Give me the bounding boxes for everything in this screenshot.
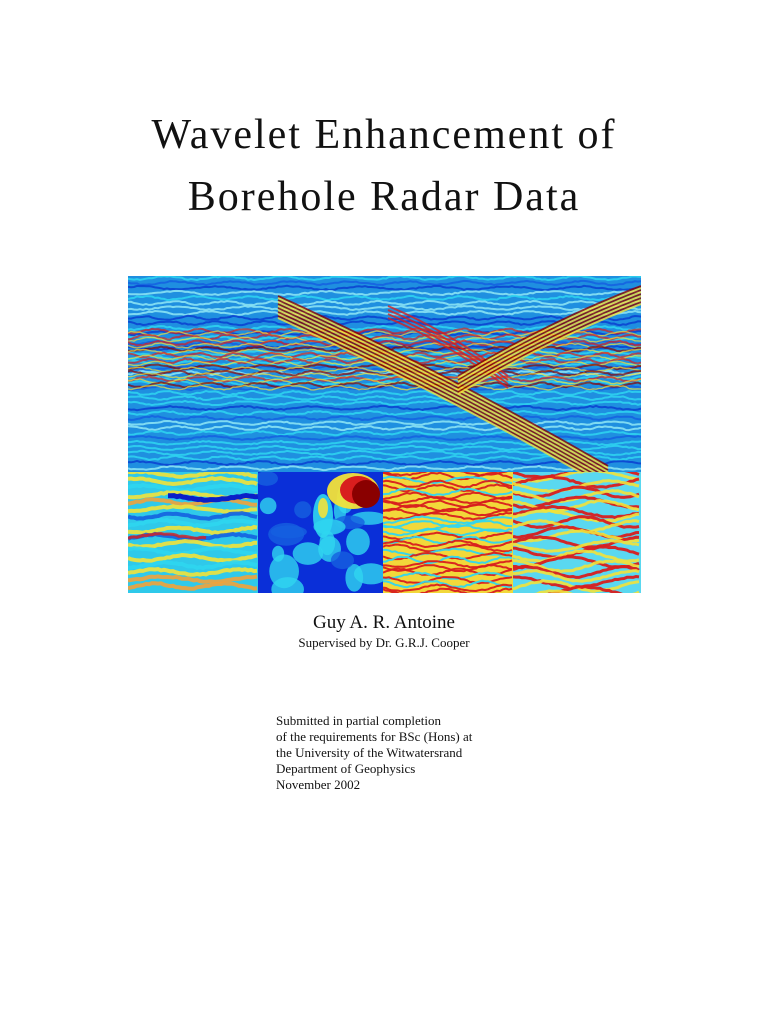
wavelet-panel-3 — [383, 469, 513, 593]
radargram-collage-image — [128, 276, 641, 593]
submission-line-4: Department of Geophysics — [276, 761, 416, 776]
submission-line-2: of the requirements for BSc (Hons) at — [276, 729, 473, 744]
submission-line-3: the University of the Witwatersrand — [276, 745, 463, 760]
submission-line-5: November 2002 — [276, 777, 361, 792]
wavelet-panel-4 — [513, 467, 641, 593]
title-line-1: Wavelet Enhancement of — [151, 112, 617, 158]
title-line-2: Borehole Radar Data — [187, 174, 581, 220]
submission-statement — [276, 713, 472, 793]
wavelet-panel-1 — [128, 471, 258, 593]
submission-line-1: Submitted in partial completion — [276, 713, 442, 728]
document-title — [0, 104, 768, 228]
radargram-panel — [128, 276, 641, 488]
cover-figure — [128, 276, 641, 593]
wavelet-panel-2 — [255, 471, 388, 593]
author-name: Guy A. R. Antoine — [313, 612, 455, 633]
supervisor-line: Supervised by Dr. G.R.J. Cooper — [298, 635, 470, 650]
